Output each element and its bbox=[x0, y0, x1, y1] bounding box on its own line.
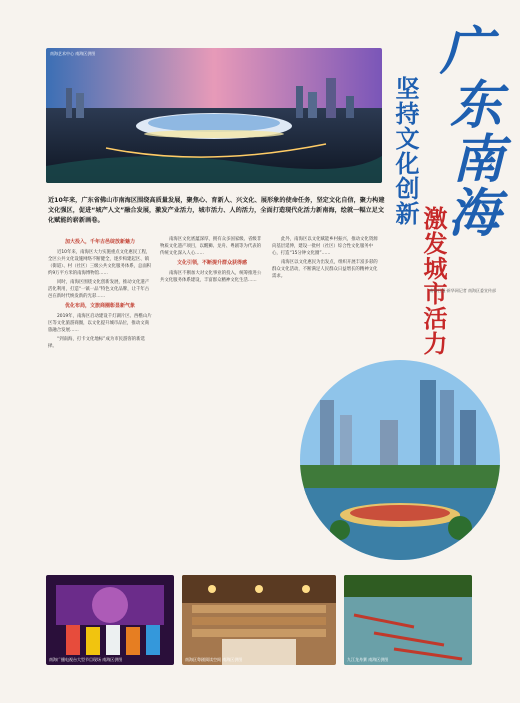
calligraphy-char-2: 东 bbox=[450, 75, 503, 136]
headline-2: 激发城市活力 bbox=[419, 206, 447, 356]
stage-performance-illustration bbox=[46, 575, 174, 665]
library-illustration bbox=[182, 575, 336, 665]
bottom-caption-1: 南海广播电视台大型节目现场 南海区供图 bbox=[49, 657, 123, 662]
col2-para-1: 南海区文化底蕴深厚，拥有众多国家级、省级非物质文化遗产项目，以醒狮、龙舟、粤剧等为代表的传统文化深入人心…… bbox=[160, 237, 262, 256]
col1b-para-1: 2019年，南海区启动建设千灯湖片区、西樵山片区等文化旅游商圈，以文化提升城市品位，推动文商旅融合发展…… bbox=[48, 314, 152, 333]
circular-park-photo bbox=[300, 360, 500, 560]
subhead-2: 优化布局，文旅商圈彰显新气象 bbox=[64, 303, 135, 309]
bottom-photo-stage bbox=[46, 575, 174, 665]
calligraphy-char-3: 南 bbox=[452, 129, 505, 190]
bottom-photo-library bbox=[182, 575, 336, 665]
bottom-caption-2: 南海区粤剧阅读空间 南海区供图 bbox=[185, 657, 243, 662]
article-column-3 bbox=[272, 236, 380, 356]
col1b-para-2: “到南海，打卡文化地标”成为市民游客的新选择。 bbox=[48, 337, 145, 349]
article-column-1 bbox=[48, 236, 152, 556]
subhead-3: 文化引领，不断提升群众获得感 bbox=[176, 260, 247, 266]
col3-para-2: 南海区以文化惠民为出发点，组织开展丰富多彩的群众文化活动，不断满足人民群众日益增长的精神文化需求。 bbox=[272, 260, 378, 279]
calligraphy-char-1: 广 bbox=[440, 21, 493, 82]
top-city-photo bbox=[46, 48, 382, 183]
bottom-photo-dragonboat bbox=[344, 575, 472, 665]
dragon-boat-illustration bbox=[344, 575, 472, 665]
calligraphy-char-4: 海 bbox=[448, 183, 501, 244]
col3-para-1: 此外，南海区以文化赋能乡村振兴，推动文化资源向基层延伸，建设一批村（社区）综合性文化服务中心，打造“15分钟文化圈”…… bbox=[272, 237, 378, 256]
lead-paragraph: 近10年来，广东省佛山市南海区围绕高质量发展，聚焦心、育新人、兴文化、展形象的使命任务，坚定文化自信，聚力构建文化强区，促进“城产人文”融合发展，激发产业活力，城市活力、人的活力，全面打造现代化活力新南海，绘就一幅立足文化赋能的崭新画卷。 bbox=[48, 197, 385, 224]
col1-para-2: 同时，南海区围绕文化创新发展，推动文化遗产活化利用，打造“一镇一品”特色文化品牌，让千年古邑在新时代焕发新的光彩…… bbox=[48, 280, 150, 299]
col2-para-2: 南海区不断加大对文化事业的投入，统筹推进公共文化服务体系建设，丰富群众精神文化生活…… bbox=[160, 271, 262, 283]
subhead-1: 加大投入，千年古邑绽放新魅力 bbox=[64, 239, 135, 245]
byline: 南海日报·新华网记者 南海区委宣传部 bbox=[429, 288, 496, 293]
bottom-caption-3: 九江龙舟赛 南海区供图 bbox=[347, 657, 389, 662]
col1-para-1: 近10年来，南海区大力实施重点文化惠民工程，全区公共文化设施网络不断健全，逐步构建起区、镇（街道）、村（社区）三级公共文化服务体系，总面积约9万平方米的南海博物馆…… bbox=[48, 250, 152, 276]
headline-1: 坚持文化创新 bbox=[391, 76, 419, 226]
park-lake-illustration bbox=[300, 360, 500, 560]
top-photo-caption: 南海艺术中心 南海区供图 bbox=[50, 51, 96, 56]
article-column-2 bbox=[160, 236, 264, 556]
city-night-illustration bbox=[46, 48, 382, 183]
